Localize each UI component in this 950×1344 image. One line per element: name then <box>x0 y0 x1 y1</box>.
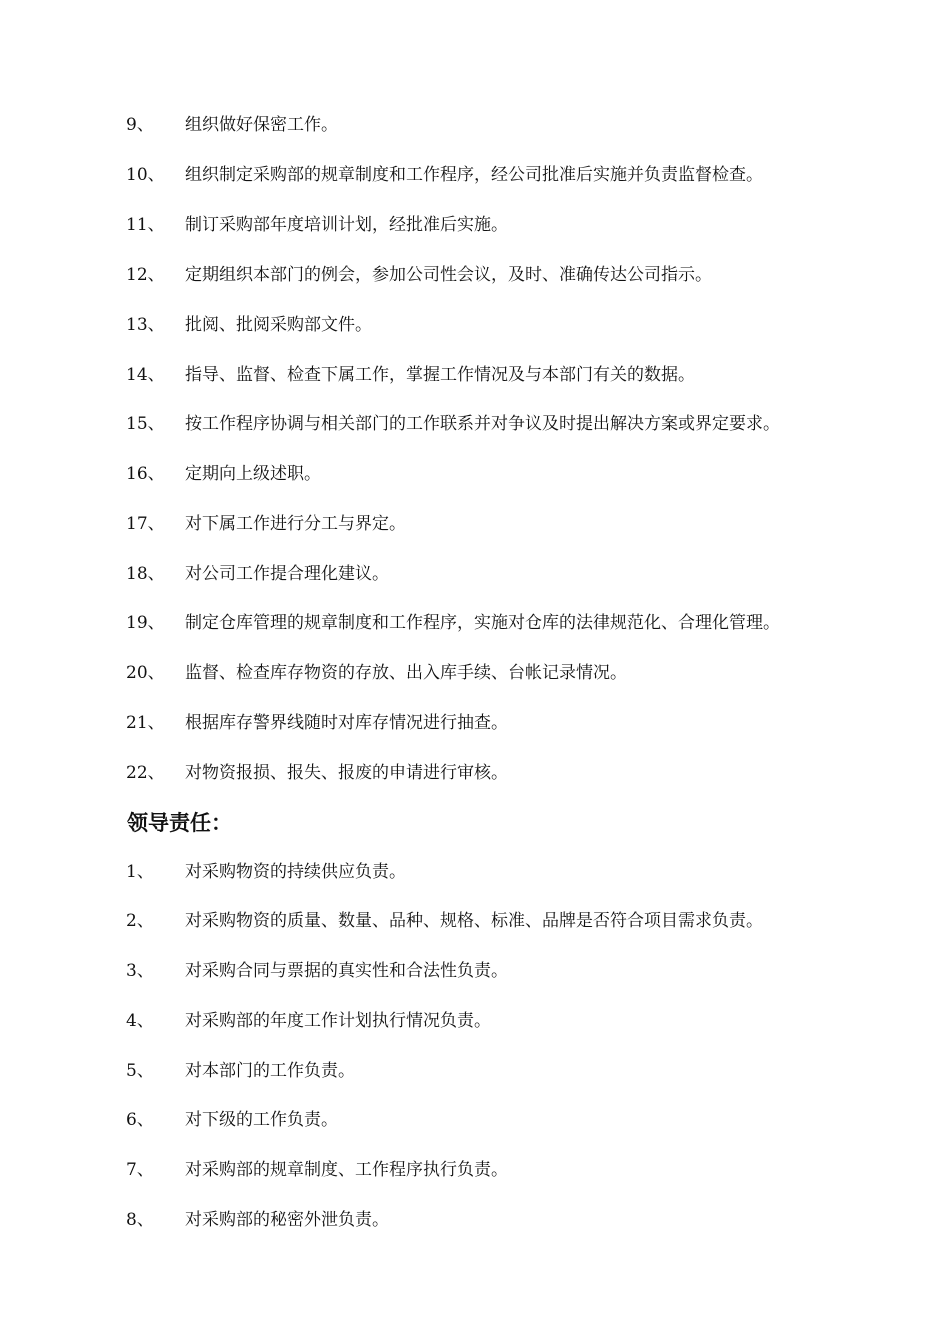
item-number: 18、 <box>126 564 165 584</box>
item-text: 定期向上级述职。 <box>185 464 321 484</box>
item-text: 根据库存警界线随时对库存情况进行抽查。 <box>185 713 508 733</box>
list-item <box>0 1205 950 1235</box>
list-item <box>0 857 950 887</box>
item-number: 19、 <box>126 613 165 633</box>
item-number: 15、 <box>126 414 165 434</box>
list-item <box>0 160 950 190</box>
list-item <box>0 708 950 738</box>
list-item <box>0 1006 950 1036</box>
item-number: 20、 <box>126 663 165 683</box>
item-number: 5、 <box>126 1061 154 1081</box>
list-item <box>0 409 950 439</box>
item-number: 14、 <box>126 365 165 385</box>
item-text: 对采购物资的持续供应负责。 <box>185 862 406 882</box>
item-number: 8、 <box>126 1210 154 1230</box>
item-number: 2、 <box>126 911 154 931</box>
list-item <box>0 658 950 688</box>
list-item <box>0 559 950 589</box>
list-item <box>0 608 950 638</box>
item-text: 组织做好保密工作。 <box>185 115 338 135</box>
item-number: 4、 <box>126 1011 154 1031</box>
item-text: 对物资报损、报失、报废的申请进行审核。 <box>185 763 508 783</box>
item-text: 对本部门的工作负责。 <box>185 1061 355 1081</box>
item-text: 对下级的工作负责。 <box>185 1110 338 1130</box>
list-item <box>0 310 950 340</box>
item-text: 对采购物资的质量、数量、品种、规格、标准、品牌是否符合项目需求负责。 <box>185 911 763 931</box>
list-item <box>0 1105 950 1135</box>
list-item <box>0 360 950 390</box>
list-item <box>0 110 950 140</box>
item-text: 监督、检查库存物资的存放、出入库手续、台帐记录情况。 <box>185 663 627 683</box>
item-number: 17、 <box>126 514 165 534</box>
item-number: 22、 <box>126 763 165 783</box>
item-number: 21、 <box>126 713 165 733</box>
list-item <box>0 509 950 539</box>
item-text: 制订采购部年度培训计划，经批准后实施。 <box>185 215 508 235</box>
list-item <box>0 758 950 788</box>
item-number: 13、 <box>126 315 165 335</box>
item-text: 制定仓库管理的规章制度和工作程序，实施对仓库的法律规范化、合理化管理。 <box>185 613 780 633</box>
item-number: 16、 <box>126 464 165 484</box>
item-number: 11、 <box>126 215 165 235</box>
item-text: 对采购部的秘密外泄负责。 <box>185 1210 389 1230</box>
item-text: 按工作程序协调与相关部门的工作联系并对争议及时提出解决方案或界定要求。 <box>185 414 780 434</box>
item-text: 对采购部的年度工作计划执行情况负责。 <box>185 1011 491 1031</box>
list-item <box>0 210 950 240</box>
item-text: 定期组织本部门的例会，参加公司性会议，及时、准确传达公司指示。 <box>185 265 712 285</box>
list-item <box>0 956 950 986</box>
list-item <box>0 260 950 290</box>
item-text: 指导、监督、检查下属工作，掌握工作情况及与本部门有关的数据。 <box>185 365 695 385</box>
item-number: 10、 <box>126 165 165 185</box>
item-number: 12、 <box>126 265 165 285</box>
item-text: 对下属工作进行分工与界定。 <box>185 514 406 534</box>
list-item <box>0 906 950 936</box>
list-item <box>0 1155 950 1185</box>
section-heading: 领导责任： <box>127 810 232 835</box>
item-number: 1、 <box>126 862 154 882</box>
item-number: 6、 <box>126 1110 154 1130</box>
item-text: 组织制定采购部的规章制度和工作程序，经公司批准后实施并负责监督检查。 <box>185 165 763 185</box>
item-number: 7、 <box>126 1160 154 1180</box>
item-text: 对公司工作提合理化建议。 <box>185 564 389 584</box>
item-text: 对采购合同与票据的真实性和合法性负责。 <box>185 961 508 981</box>
item-number: 9、 <box>126 115 154 135</box>
item-text: 对采购部的规章制度、工作程序执行负责。 <box>185 1160 508 1180</box>
list-item <box>0 459 950 489</box>
item-text: 批阅、批阅采购部文件。 <box>185 315 372 335</box>
item-number: 3、 <box>126 961 154 981</box>
list-item <box>0 1056 950 1086</box>
